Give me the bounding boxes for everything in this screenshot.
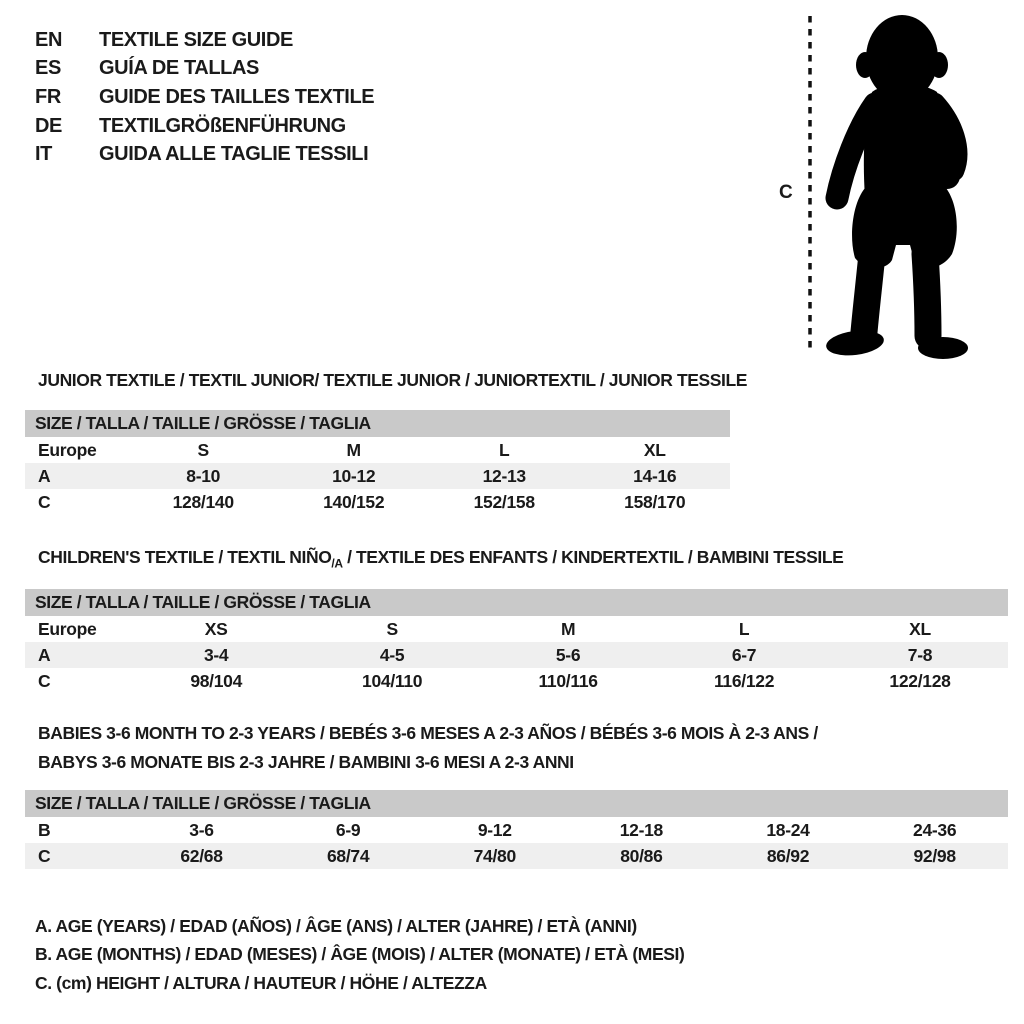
height-cell: 128/140 <box>172 491 234 512</box>
age-cell: 14-16 <box>579 463 730 489</box>
children-size-table <box>25 589 1008 694</box>
language-code: FR <box>35 85 61 108</box>
children-title-pre: CHILDREN'S TEXTILE / TEXTIL NIÑO <box>38 547 332 567</box>
table-header-row <box>25 589 1008 616</box>
children-title-sub: /A <box>331 556 343 571</box>
size-header-bar: SIZE / TALLA / TAILLE / GRÖSSE / TAGLIA <box>25 589 1008 616</box>
height-cell: 140/152 <box>323 491 385 512</box>
babies-title-line1: BABIES 3-6 MONTH TO 2-3 YEARS / BEBÉS 3-6 MESES A 2-3 AÑOS / BÉBÉS 3-6 MOIS À 2-3 ANS / <box>38 723 818 743</box>
guide-title: TEXTILGRÖßENFÜHRUNG <box>99 114 346 137</box>
age-cell: 7-8 <box>832 642 1008 668</box>
guide-title: GUÍA DE TALLAS <box>99 57 259 80</box>
table-row-europe <box>25 437 730 463</box>
legend-line-b: B. AGE (MONTHS) / EDAD (MESES) / ÂGE (MOIS) / ALTER (MONATE) / ETÀ (MESI) <box>35 944 685 965</box>
table-row-age-months <box>25 817 1008 843</box>
height-cell: 98/104 <box>190 670 243 691</box>
age-cell: 6-9 <box>335 819 361 840</box>
language-row-de <box>35 112 374 141</box>
babies-title-line2: BABYS 3-6 MONATE BIS 2-3 JAHRE / BAMBINI 3-6 MESI A 2-3 ANNI <box>38 752 574 772</box>
size-cell: XS <box>204 618 228 639</box>
size-cell: M <box>346 439 361 460</box>
height-cell: 152/158 <box>473 491 535 512</box>
table-row-age <box>25 463 730 489</box>
table-header-row <box>25 790 1008 817</box>
language-code: DE <box>35 114 62 137</box>
row-label: Europe <box>38 618 97 639</box>
language-row-en <box>35 26 374 55</box>
age-cell: 24-36 <box>913 819 957 840</box>
row-label: B <box>38 819 51 840</box>
children-title-post: / TEXTILE DES ENFANTS / KINDERTEXTIL / BAMBINI TESSILE <box>342 547 844 567</box>
toddler-silhouette-icon <box>775 2 1020 364</box>
height-cell: 92/98 <box>861 843 1008 869</box>
junior-section-title: JUNIOR TEXTILE / TEXTIL JUNIOR/ TEXTILE JUNIOR / JUNIORTEXTIL / JUNIOR TESSILE <box>38 370 748 390</box>
age-cell: 6-7 <box>656 642 832 668</box>
height-cell: 110/116 <box>538 670 598 691</box>
guide-title: GUIDA ALLE TAGLIE TESSILI <box>99 143 369 166</box>
height-cell: 158/170 <box>624 491 686 512</box>
legend-line-c: C. (cm) HEIGHT / ALTURA / HAUTEUR / HÖHE / ALTEZZA <box>35 972 487 993</box>
size-cell: S <box>197 439 209 460</box>
age-cell: 18-24 <box>766 819 810 840</box>
height-cell: 86/92 <box>715 843 862 869</box>
table-header-row <box>25 410 730 437</box>
size-cell: XL <box>643 439 666 460</box>
size-cell: S <box>386 618 398 639</box>
language-row-it <box>35 140 374 169</box>
age-cell: 3-6 <box>189 819 214 840</box>
row-label: A <box>25 463 128 489</box>
language-code: ES <box>35 57 61 80</box>
language-code: EN <box>35 28 62 51</box>
row-label: C <box>38 491 51 512</box>
measure-legend <box>35 912 684 998</box>
height-cell: 104/110 <box>362 670 423 691</box>
height-cell: 68/74 <box>275 843 422 869</box>
age-cell: 12-18 <box>619 819 663 840</box>
table-row-height <box>25 668 1008 694</box>
age-cell: 10-12 <box>278 463 429 489</box>
height-measure-label: C <box>779 182 793 203</box>
row-label: Europe <box>38 439 97 460</box>
table-row-height <box>25 489 730 515</box>
size-cell: M <box>560 618 576 639</box>
height-cell: 80/86 <box>568 843 715 869</box>
height-cell: 122/128 <box>889 670 951 691</box>
size-cell: XL <box>909 618 931 639</box>
language-row-fr <box>35 83 374 112</box>
table-row-age <box>25 642 1008 668</box>
language-title-list <box>35 26 374 169</box>
age-cell: 5-6 <box>480 642 656 668</box>
size-header-bar: SIZE / TALLA / TAILLE / GRÖSSE / TAGLIA <box>25 790 1008 817</box>
junior-size-table <box>25 410 730 515</box>
table-row-height <box>25 843 1008 869</box>
toddler-silhouette <box>825 15 968 359</box>
children-section-title <box>38 547 843 571</box>
age-cell: 4-5 <box>304 642 480 668</box>
language-code: IT <box>35 143 52 166</box>
babies-section-title <box>38 719 818 777</box>
legend-line-a: A. AGE (YEARS) / EDAD (AÑOS) / ÂGE (ANS) / ALTER (JAHRE) / ETÀ (ANNI) <box>35 915 637 936</box>
size-header-bar: SIZE / TALLA / TAILLE / GRÖSSE / TAGLIA <box>25 410 730 437</box>
babies-size-table <box>25 790 1008 869</box>
height-figure <box>775 2 1020 364</box>
size-cell: L <box>499 439 510 460</box>
row-label: C <box>25 843 128 869</box>
language-row-es <box>35 55 374 84</box>
age-cell: 8-10 <box>128 463 279 489</box>
height-cell: 74/80 <box>421 843 568 869</box>
age-cell: 3-4 <box>128 642 304 668</box>
guide-title: GUIDE DES TAILLES TEXTILE <box>99 85 375 108</box>
height-cell: 116/122 <box>713 670 775 691</box>
guide-title: TEXTILE SIZE GUIDE <box>99 28 293 51</box>
height-cell: 62/68 <box>128 843 275 869</box>
size-cell: L <box>738 618 750 639</box>
row-label: A <box>25 642 128 668</box>
age-cell: 12-13 <box>429 463 580 489</box>
table-row-europe <box>25 616 1008 642</box>
row-label: C <box>38 670 51 691</box>
age-cell: 9-12 <box>477 819 512 840</box>
